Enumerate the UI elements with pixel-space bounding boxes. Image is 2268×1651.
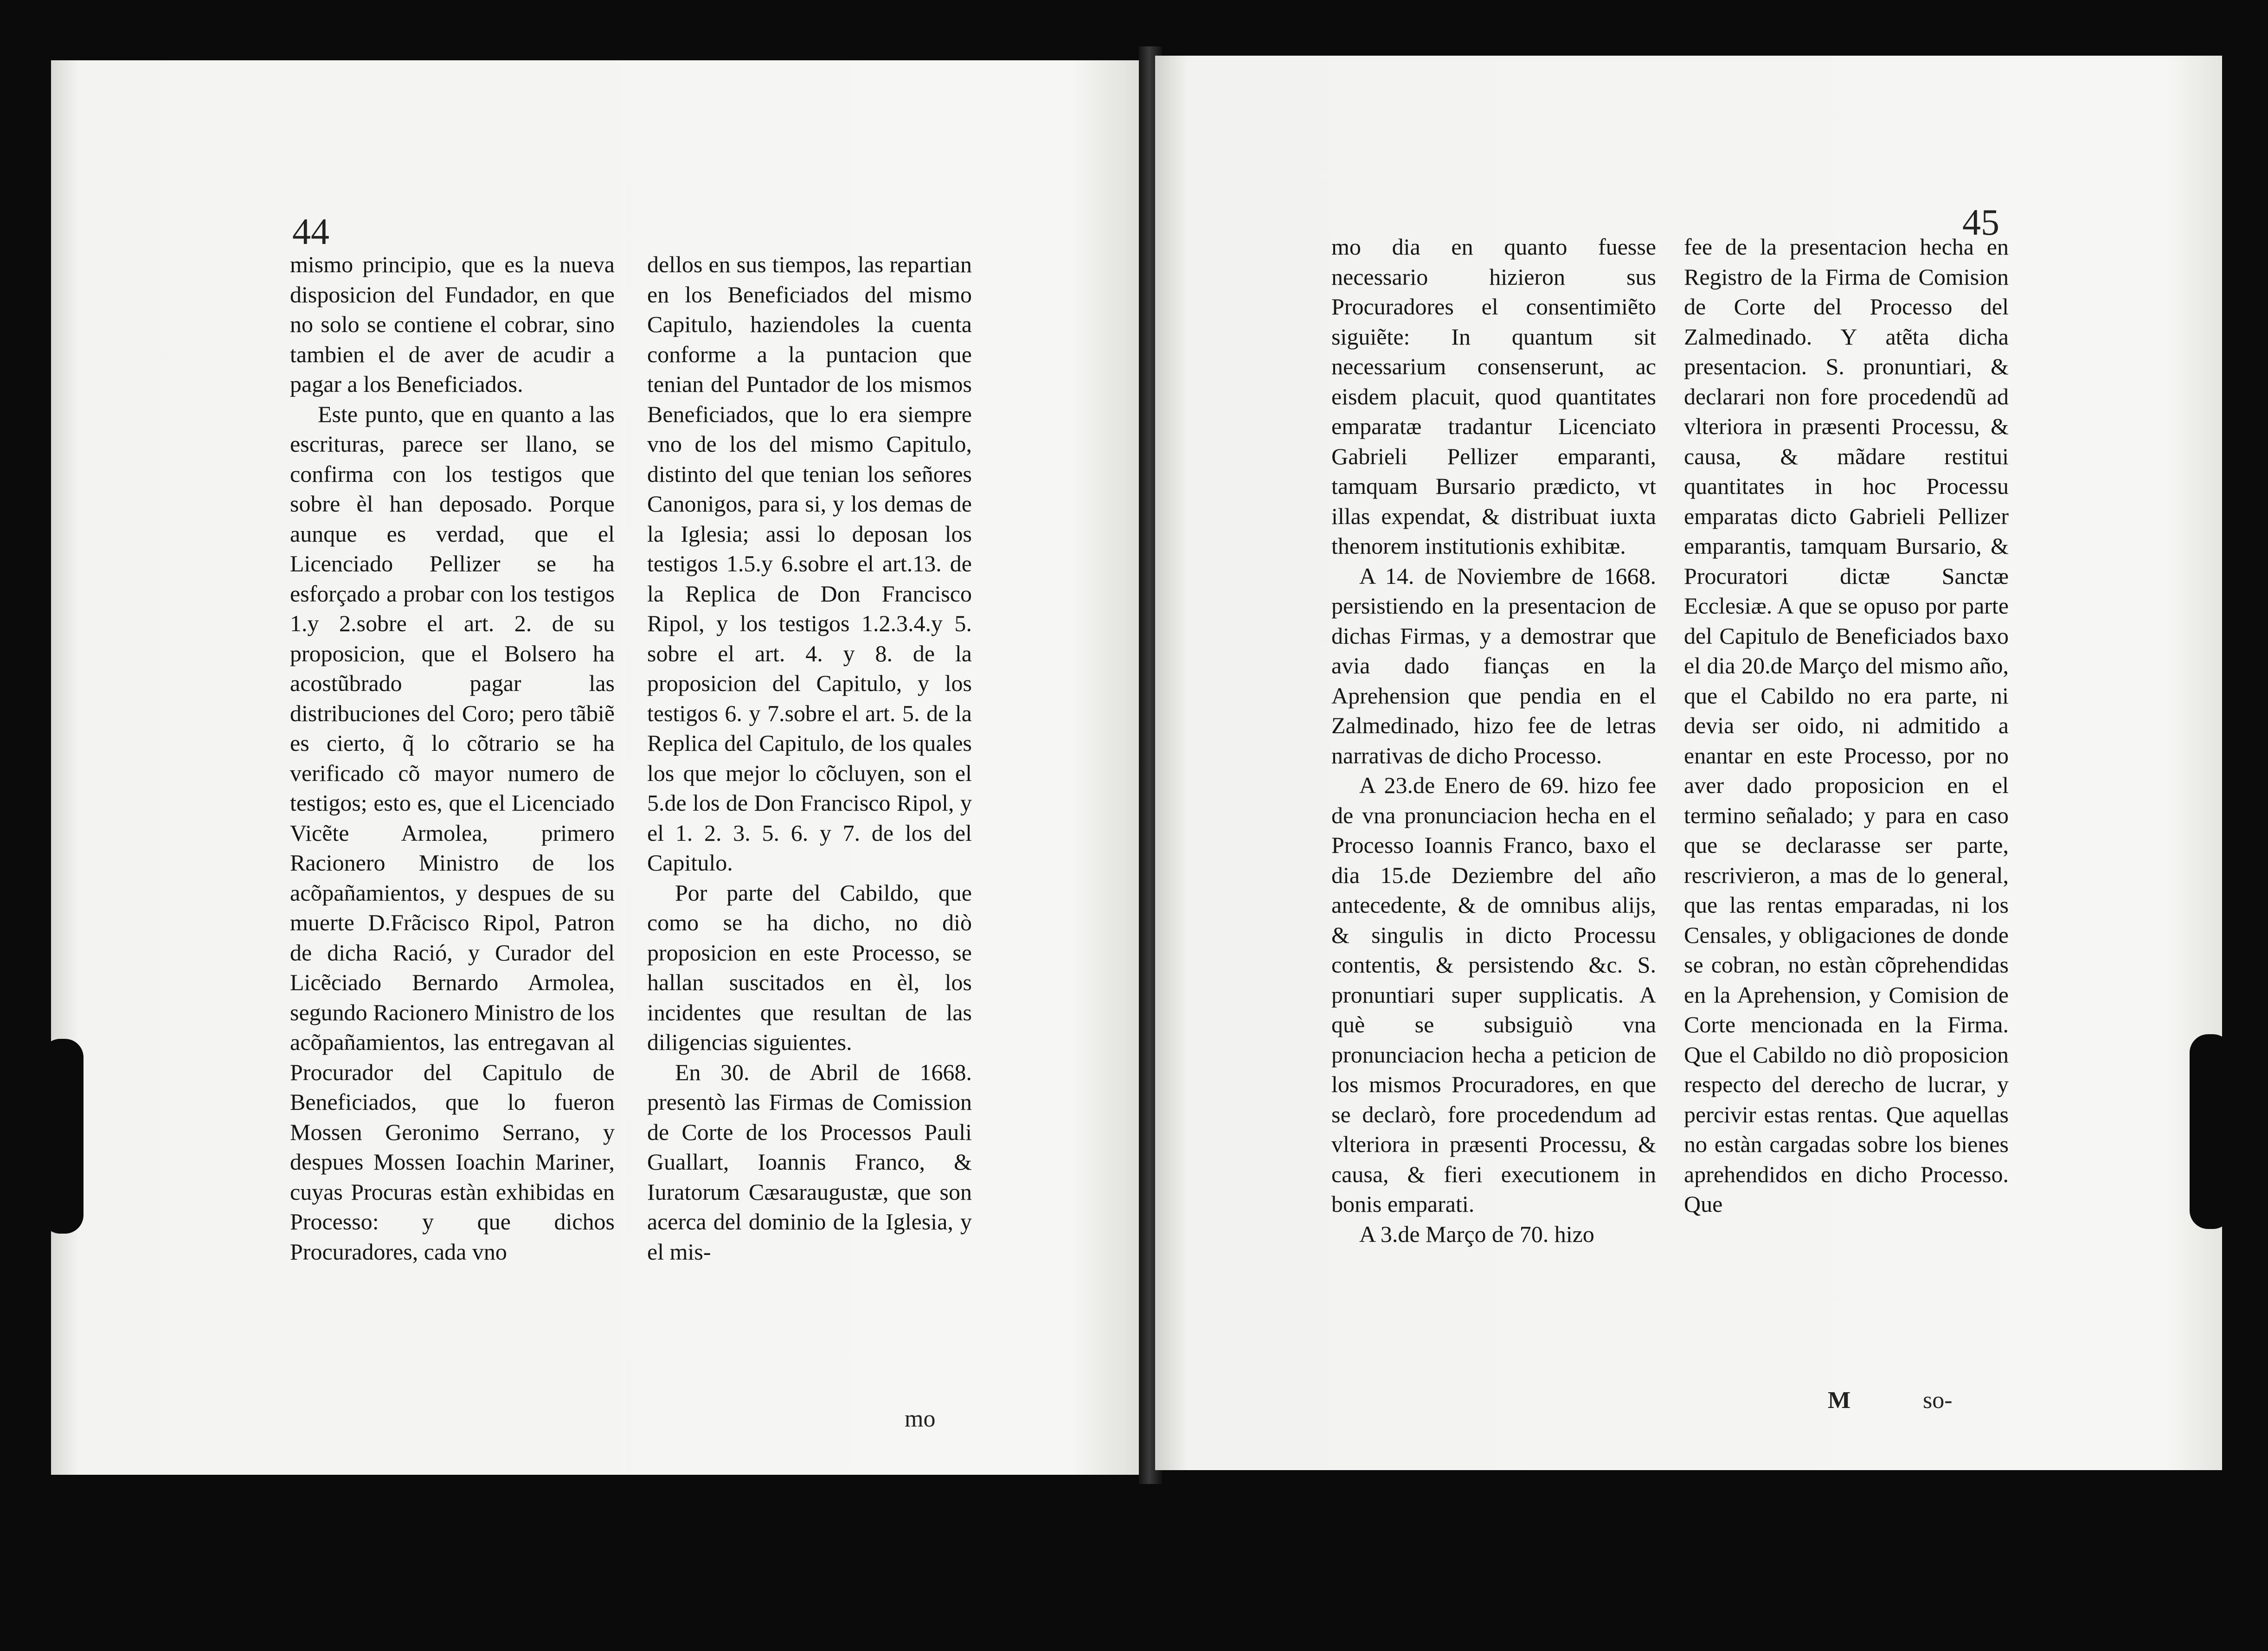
page-number-left: 44 — [292, 211, 329, 252]
paragraph: A 3.de Março de 70. hizo — [1359, 1221, 1594, 1247]
left-page-column-1 — [290, 250, 615, 1267]
right-page-column-2 — [1684, 232, 2009, 1219]
paragraph: A 14. de Noviembre de 1668. persistiendo en la presentacion de dichas Firmas, y a demostrar que avia dado fianças en la Aprehension que pendia en el Zalmedinado, hizo fee de letras narrativas de dicho Processo. — [1331, 563, 1656, 768]
thumb-shadow-left — [42, 1039, 84, 1234]
page-number-right: 45 — [1962, 202, 1999, 243]
paragraph: Este punto, que en quanto a las escrituras, parece ser llano, se confirma con los testigos que sobre èl han deposado. Porque aunque es verdad, que el Licenciado Pellizer se ha esforçado a probar con los testigos 1.y 2.sobre el art. 2. de su proposicion, que el Bolsero ha acostũbrado pagar las distribuciones del Coro; pero tãbiẽ es cierto, q̃ lo cõtrario se ha verificado cõ mayor numero de testigos; esto es, que el Licenciado Vicẽte Armolea, primero Racionero Ministro de los acõpañamientos, y despues de su muerte D.Frãcisco Ripol, Patron de dicha Ració, y Curador del Licẽciado Bernardo Armolea, segundo Racionero Ministro de los acõpañamientos, las entregavan al Procurador del Capitulo de Beneficiados, que lo fueron Mossen Geronimo Serrano, y despues Mossen Ioachin Mariner, cuyas Procuras estàn exhibidas en Processo: y que dichos Procuradores, cada vno — [290, 401, 615, 1265]
paragraph: En 30. de Abril de 1668. presentò las Firmas de Comission de Corte de los Processos Pauli Guallart, Ioannis Franco, & Iuratorum Cæsaraugustæ, que son acerca del dominio de la Iglesia, y el mis- — [647, 1059, 972, 1265]
paragraph: A 23.de Enero de 69. hizo fee de vna pronunciacion hecha en el Processo Ioannis Franco, baxo el dia 15.de Deziembre del año antecedente, & de omnibus alijs, & singulis in dicto Processu contentis, & persistendo &c. S. pronuntiari super supplicatis. A què se subsiguiò vna pronunciacion hecha a peticion de los mismos Procuradores, en que se declarò, fore procedendum ad vlteriora in præsenti Processu, & causa, & fieri executionem in bonis emparati. — [1331, 772, 1656, 1217]
left-page-column-2 — [647, 250, 972, 1267]
paragraph: Por parte del Cabildo, que como se ha dicho, no diò proposicion en este Processo, se hallan suscitados en èl, los incidentes que resultan de las diligencias siguientes. — [647, 879, 972, 1055]
signature-mark: M — [1828, 1387, 1851, 1414]
paragraph: mo dia en quanto fuesse necessario hizieron sus Procuradores el consentimiẽto siguiẽte: In quantum sit necessarium consenserunt, ac eisdem placuit, quod quantitates emparatæ tradantur Licenciato Gabrieli Pellizer emparanti, tamquam Bursario prædicto, vt illas expendat, & distribuat iuxta thenorem institutionis exhibitæ. — [1331, 234, 1656, 559]
right-page — [1155, 56, 2222, 1470]
right-page-column-1 — [1331, 232, 1656, 1249]
catchword-left: mo — [905, 1406, 936, 1432]
paragraph: fee de la presentacion hecha en Registro de la Firma de Comision de Corte del Processo del Zalmedinado. Y atẽta dicha presentacion. S. pronuntiari, & declarari non fore procedendũ ad vlteriora in præsenti Processu, & causa, & mãdare restitui quantitates in hoc Processu emparatas dicto Gabrieli Pellizer emparantis, tamquam Bursario, & Procuratori dictæ Sanctæ Ecclesiæ. A que se opuso por parte del Capitulo de Beneficiados baxo el dia 20.de Março del mismo año, que el Cabildo no era parte, ni devia ser oido, ni admitido a enantar en este Processo, por no aver dado proposicion en el termino señalado; y para en caso que se declarasse ser parte, rescrivieron, a mas de lo general, que las rentas emparadas, ni los Censales, y obligaciones de donde se cobran, no estàn cõprehendidas en la Aprehension, y Comision de Corte mencionada en la Firma. Que el Cabildo no diò proposicion respecto del derecho de lucrar, y percivir estas rentas. Que aquellas no estàn cargadas sobre los bienes aprehendidos en dicho Processo. Que — [1684, 234, 2009, 1217]
catchword-right: so- — [1923, 1387, 1953, 1414]
left-page — [51, 60, 1146, 1475]
thumb-shadow-right — [2190, 1034, 2231, 1229]
paragraph: dellos en sus tiempos, las repartian en los Beneficiados del mismo Capitulo, haziendoles la cuenta conforme a la puntacion que tenian del Puntador de los mismos Beneficiados, que lo era siempre vno de los del mismo Capitulo, distinto del que tenian los señores Canonigos, para si, y los demas de la Iglesia; assi lo deposan los testigos 1.5.y 6.sobre el art.13. de la Replica de Don Francisco Ripol, y los testigos 1.2.3.4.y 5. sobre el art. 4. y 8. de la proposicion del Capitulo, y los testigos 6. y 7.sobre el art. 5. de la Replica del Capitulo, de los quales los que mejor lo cõcluyen, son el 5.de los de Don Francisco Ripol, y el 1. 2. 3. 5. 6. y 7. de los del Capitulo. — [647, 251, 972, 876]
paragraph: mismo principio, que es la nueva disposicion del Fundador, en que no solo se contiene el cobrar, sino tambien el de aver de acudir a pagar a los Beneficiados. — [290, 251, 615, 397]
